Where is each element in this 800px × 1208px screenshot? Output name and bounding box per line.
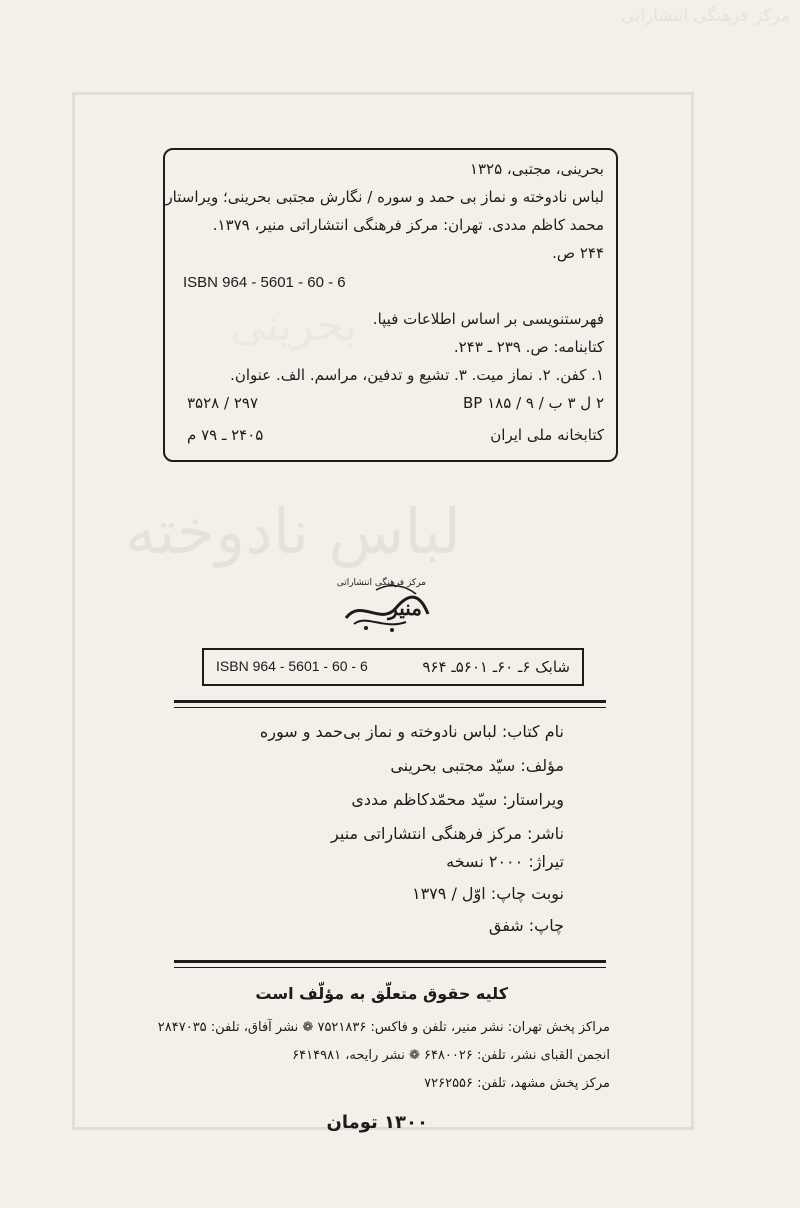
cip-classification-line: ۲ ل ۳ ب / ۹ / BP ۱۸۵ xyxy=(463,394,604,412)
cip-author-line: بحرینی، مجتبی، ۱۳۲۵ xyxy=(469,160,604,178)
cip-library-line: کتابخانه ملی ایران xyxy=(490,426,604,444)
isbn-box xyxy=(202,648,584,686)
bleed-through-text-upper: بحرینی xyxy=(230,300,358,351)
spec-print-run: تیراژ: ۲۰۰۰ نسخه xyxy=(446,852,564,871)
cip-subjects-line: ۱. کفن. ۲. نماز میت. ۳. تشیع و تدفین، مراسم. الف. عنوان. xyxy=(230,366,604,384)
publisher-logo-text: منیر xyxy=(388,596,422,620)
publisher-logo-caption: مرکز فرهنگی انتشاراتی xyxy=(336,578,426,588)
cip-record-number: ۲۴۰۵ ـ ۷۹ م xyxy=(187,426,264,444)
spec-printer: چاپ: شفق xyxy=(488,916,564,935)
cip-publisher-line: محمد کاظم مددی. تهران: مرکز فرهنگی انتشاراتی منیر، ۱۳۷۹. xyxy=(212,216,604,234)
copyright-notice: کلیه حقوق متعلّق به مؤلّف است xyxy=(255,984,508,1003)
bleed-through-text-top: مرکز فرهنگی انتشاراتی xyxy=(621,6,790,26)
spec-editor: ویراستار: سیّد محمّدکاظم مددی xyxy=(351,790,564,809)
cip-pages-line: ۲۴۴ ص. xyxy=(552,244,604,262)
book-price: ۱۳۰۰ تومان xyxy=(326,1112,428,1133)
divider-rule-thin-2 xyxy=(174,967,606,968)
divider-rule-thick xyxy=(174,700,606,703)
cip-title-line: لباس نادوخته و نماز بی حمد و سوره / نگارش مجتبی بحرینی؛ ویراستار xyxy=(165,188,604,206)
divider-rule-thin xyxy=(174,707,606,708)
isbn-persian: شابک ۶ـ ۶۰ـ ۵۶۰۱ـ ۹۶۴ xyxy=(422,658,570,676)
cip-dewey-number: ۲۹۷ / ۳۵۲۸ xyxy=(187,394,258,412)
publisher-logo xyxy=(336,578,436,634)
spec-publisher: ناشر: مرکز فرهنگی انتشاراتی منیر xyxy=(331,824,564,843)
cip-bibliography-line: کتابنامه: ص. ۲۳۹ ـ ۲۴۳. xyxy=(453,338,604,356)
isbn-latin: ISBN 964 - 5601 - 60 - 6 xyxy=(216,658,368,674)
distribution-other: انجمن القبای نشر، تلفن: ۶۴۸۰۰۲۶ ❁ نشر رایحه، ۶۴۱۴۹۸۱ xyxy=(292,1048,610,1063)
distribution-mashhad: مرکز پخش مشهد، تلفن: ۷۲۶۲۵۵۶ xyxy=(424,1076,610,1091)
spec-edition: نوبت چاپ: اوّل / ۱۳۷۹ xyxy=(411,884,564,903)
cip-isbn-line: ISBN 964 - 5601 - 60 - 6 xyxy=(183,274,346,291)
divider-rule-thick-2 xyxy=(174,960,606,963)
cip-catalog-box xyxy=(163,148,618,462)
cip-note-line: فهرستنویسی بر اساس اطلاعات فیپا. xyxy=(372,310,604,328)
spec-book-title: نام کتاب: لباس نادوخته و نماز بی‌حمد و سوره xyxy=(259,722,564,741)
distribution-tehran: مراکز پخش تهران: نشر منیر، تلفن و فاکس: ۷۵۲۱۸۳۶ ❁ نشر آفاق، تلفن: ۲۸۴۷۰۳۵ xyxy=(157,1020,610,1035)
bleed-through-text-middle: لباس نادوخته xyxy=(125,495,461,568)
spec-author: مؤلف: سیّد مجتبی بحرینی xyxy=(390,756,564,775)
